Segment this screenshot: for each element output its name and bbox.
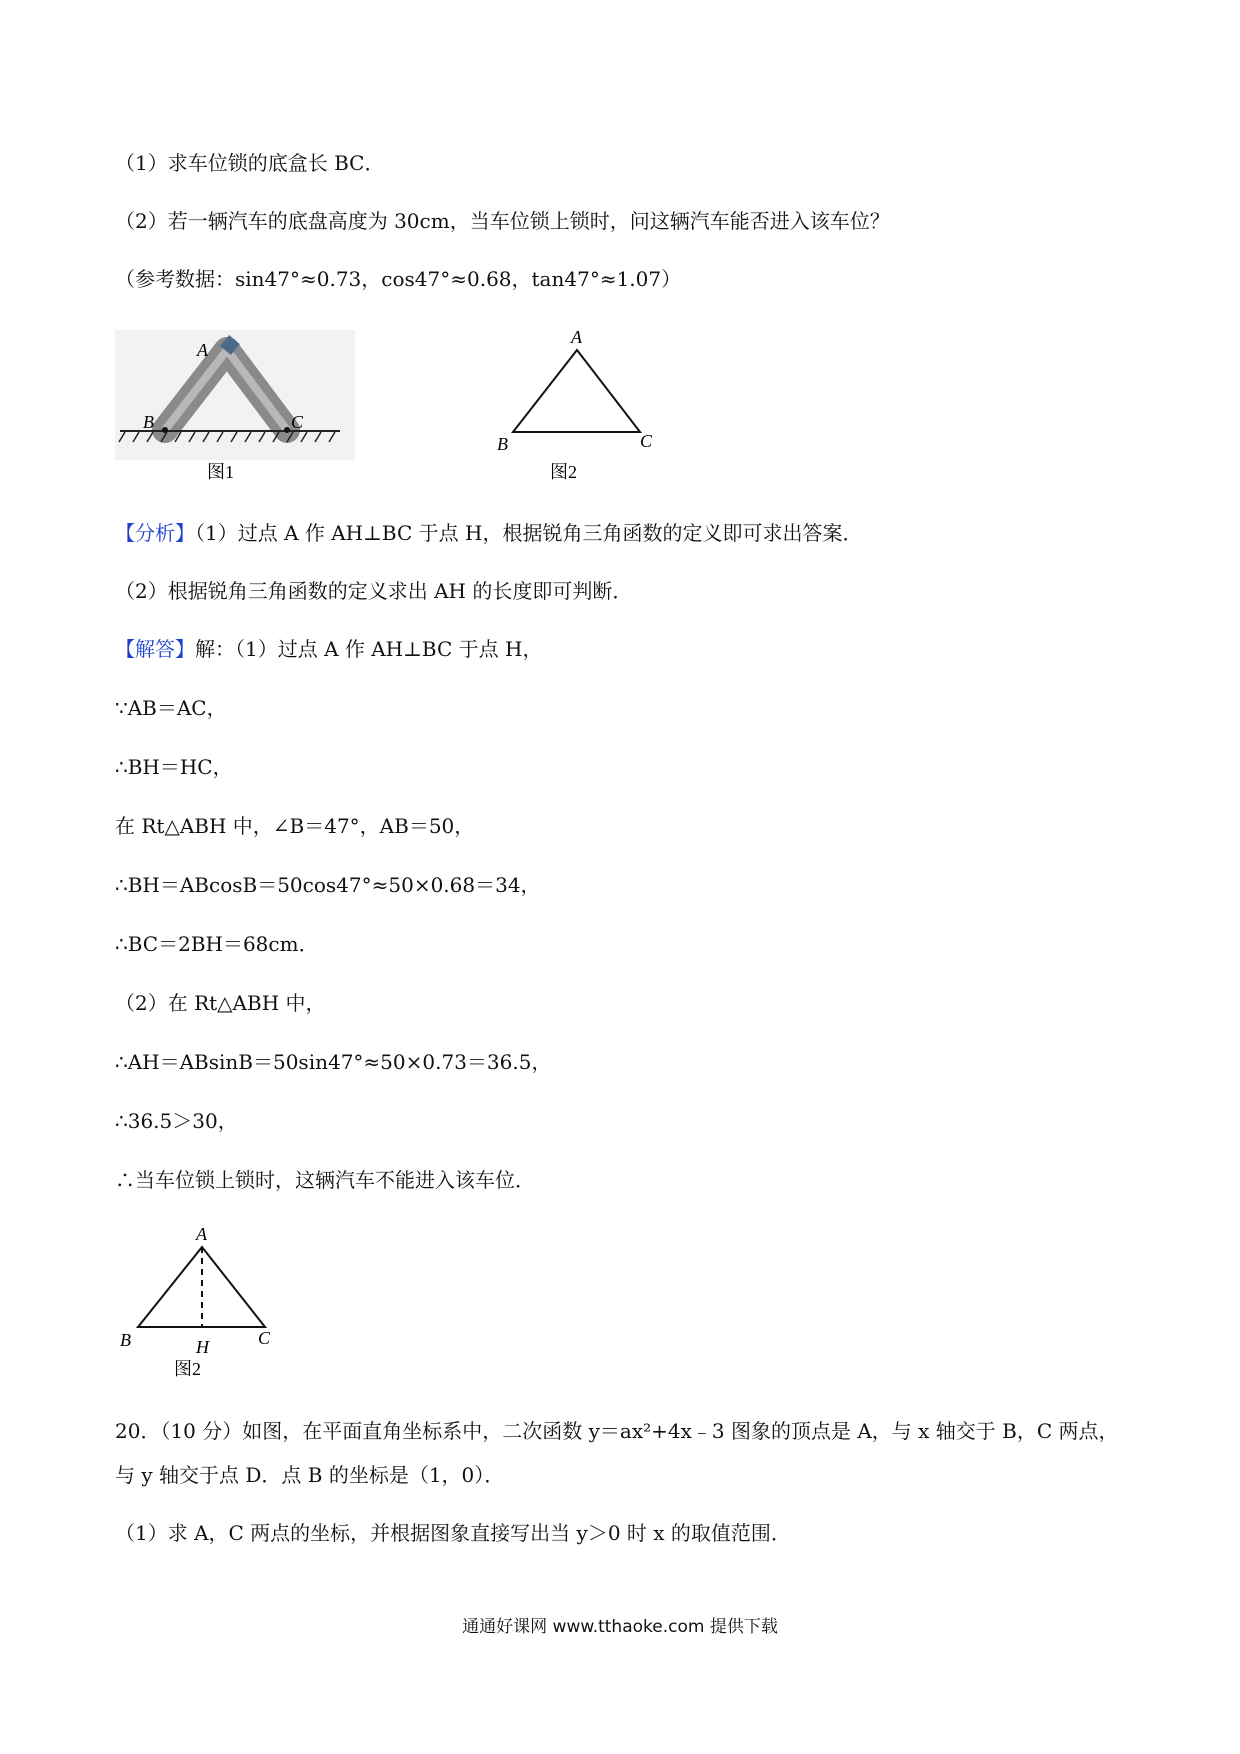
solution-step: 在 Rt△ABH 中，∠B＝47°，AB＝50， — [115, 814, 475, 838]
question20-line-2: 与 y 轴交于点 D．点 B 的坐标是（1，0）． — [115, 1463, 505, 1487]
fig3-label-b: B — [120, 1330, 131, 1350]
solution-step: ∴当车位锁上锁时，这辆汽车不能进入该车位． — [115, 1168, 535, 1192]
fig1-label-c: C — [291, 412, 304, 432]
fig2-label-c: C — [640, 431, 653, 451]
figure-2 — [485, 325, 665, 490]
solution-step: ∴BH＝HC， — [115, 755, 233, 779]
solution-step: ∵AB＝AC， — [115, 696, 227, 720]
solution-tag: 【解答】 — [115, 637, 195, 661]
fig3-label-h: H — [196, 1337, 209, 1357]
fig2-label-b: B — [497, 434, 508, 454]
solution-step: ∴AH＝ABsinB＝50sin47°≈50×0.73＝36.5， — [115, 1050, 552, 1074]
solution-step: ∴BH＝ABcosB＝50cos47°≈50×0.68＝34， — [115, 873, 541, 897]
fig3-label-c: C — [258, 1328, 271, 1348]
question20-line-1: 20．（10 分）如图，在平面直角坐标系中，二次函数 y＝ax²+4x﹣3 图象的顶点是 A，与 x 轴交于 B，C 两点， — [115, 1419, 1119, 1443]
fig1-caption: 图1 — [207, 462, 234, 482]
reference-data: （参考数据：sin47°≈0.73，cos47°≈0.68，tan47°≈1.07） — [115, 267, 682, 291]
analysis-text-1: （1）过点 A 作 AH⊥BC 于点 H，根据锐角三角函数的定义即可求出答案． — [195, 521, 863, 545]
fig3-caption: 图2 — [174, 1359, 201, 1379]
analysis-line-1 — [115, 520, 862, 546]
fig2-caption: 图2 — [550, 462, 577, 482]
figure-1 — [115, 330, 355, 490]
fig1-label-b: B — [143, 412, 154, 432]
analysis-tag: 【分析】 — [115, 521, 195, 545]
question20-line-3: （1）求 A，C 两点的坐标，并根据图象直接写出当 y＞0 时 x 的取值范围． — [115, 1521, 791, 1545]
fig1-label-a: A — [197, 340, 208, 360]
solution-text-1: 解：（1）过点 A 作 AH⊥BC 于点 H， — [195, 637, 543, 661]
analysis-line-2: （2）根据锐角三角函数的定义求出 AH 的长度即可判断． — [115, 579, 633, 603]
figure-3 — [110, 1222, 290, 1382]
solution-line-1 — [115, 636, 542, 662]
fig3-label-a: A — [196, 1224, 207, 1244]
solution-step: ∴BC＝2BH＝68cm． — [115, 932, 319, 956]
question-part2: （2）若一辆汽车的底盘高度为 30cm，当车位锁上锁时，问这辆汽车能否进入该车位？ — [115, 209, 890, 233]
solution-step: ∴36.5＞30， — [115, 1109, 238, 1133]
page-footer: 通通好课网 www.tthaoke.com 提供下载 — [462, 1617, 778, 1637]
question-part1: （1）求车位锁的底盒长 BC． — [115, 151, 385, 175]
solution-step: （2）在 Rt△ABH 中， — [115, 991, 326, 1015]
fig2-label-a: A — [571, 327, 582, 347]
